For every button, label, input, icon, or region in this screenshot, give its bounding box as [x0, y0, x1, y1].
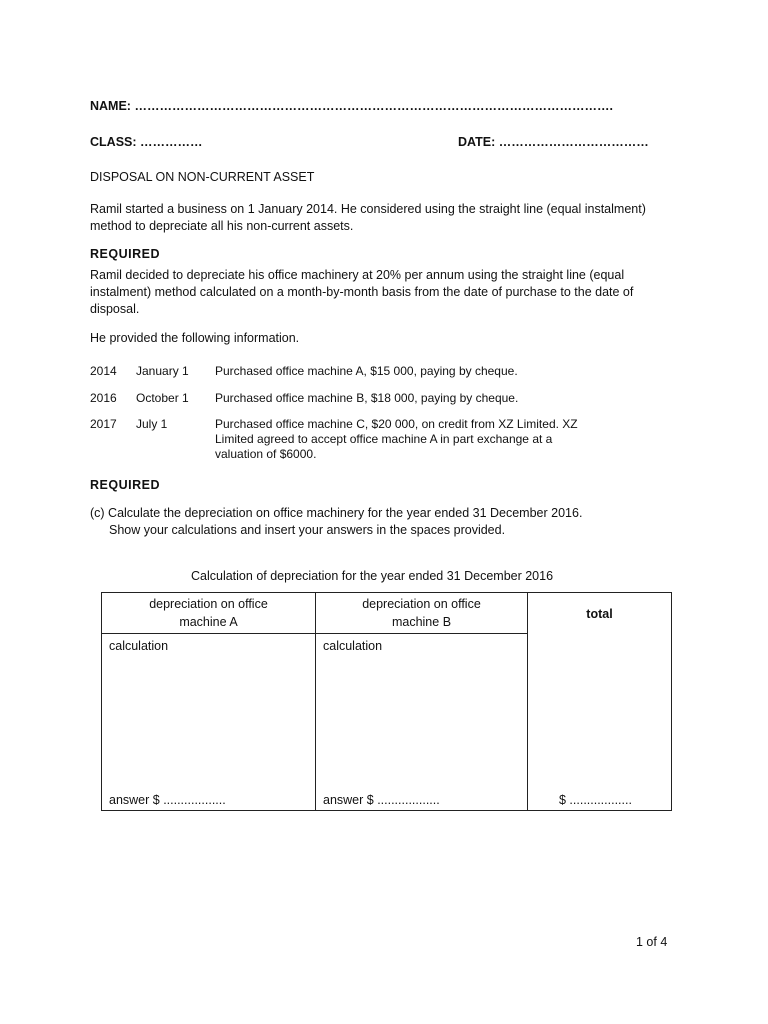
calculation-cell-machine-b[interactable] — [316, 634, 528, 811]
header-machine-a-line1: depreciation on office — [149, 597, 268, 611]
date-label: DATE: — [458, 135, 496, 149]
transaction-year: 2016 — [90, 391, 117, 405]
transaction-year: 2017 — [90, 417, 117, 431]
page-title: DISPOSAL ON NON-CURRENT ASSET — [90, 170, 315, 184]
class-label: CLASS: — [90, 135, 137, 149]
answer-machine-b[interactable]: answer $ .................. — [323, 793, 440, 807]
header-machine-b-line1: depreciation on office — [362, 597, 481, 611]
name-blank: ……………………………………………………………………………………………………. — [134, 99, 613, 113]
question-line-1: (c) Calculate the depreciation on office machinery for the year ended 31 December 2016. — [90, 506, 583, 520]
calculation-cell-machine-a[interactable] — [102, 634, 316, 811]
transaction-date: January 1 — [136, 364, 189, 378]
transaction-date: October 1 — [136, 391, 189, 405]
header-machine-b — [316, 593, 528, 634]
header-machine-b-line2: machine B — [391, 615, 452, 629]
answer-machine-a[interactable]: answer $ .................. — [109, 793, 226, 807]
required-heading-1: REQUIRED — [90, 247, 160, 261]
date-line — [458, 135, 649, 149]
intro-paragraph: Ramil started a business on 1 January 2014. He considered using the straight line (equal instalment) method to depreciate all his non-current assets. — [90, 202, 646, 233]
transaction-text: Purchased office machine A, $15 000, paying by cheque. — [215, 364, 518, 378]
table-caption: Calculation of depreciation for the year ended 31 December 2016 — [191, 569, 554, 583]
date-blank: ……………………………… — [498, 135, 649, 149]
header-machine-a-line2: machine A — [179, 615, 238, 629]
depreciation-table — [101, 592, 672, 811]
page-number: 1 of 4 — [636, 935, 668, 949]
question-line-2: Show your calculations and insert your answers in the spaces provided. — [109, 523, 506, 537]
header-machine-a — [102, 593, 316, 634]
required-heading-2: REQUIRED — [90, 478, 160, 492]
transaction-text: Purchased office machine B, $18 000, paying by cheque. — [215, 391, 519, 405]
class-line — [90, 135, 203, 149]
depreciation-paragraph: Ramil decided to depreciate his office machinery at 20% per annum using the straight line (equal instalment) method calculated on a month-by-month basis from the date of purchase to the date of disposal. — [90, 268, 634, 316]
calculation-label: calculation — [323, 639, 383, 653]
transaction-date: July 1 — [136, 417, 168, 431]
class-blank: …………… — [140, 135, 203, 149]
info-intro: He provided the following information. — [90, 331, 300, 345]
calculation-label: calculation — [109, 639, 169, 653]
header-total: total — [586, 607, 613, 621]
total-column — [528, 593, 672, 811]
name-line — [90, 99, 613, 113]
answer-total[interactable]: $ .................. — [559, 793, 632, 807]
transaction-text: Purchased office machine C, $20 000, on credit from XZ Limited. XZ Limited agreed to accept office machine A in part exchange at a valuation of $6000. — [215, 417, 578, 461]
name-label: NAME: — [90, 99, 131, 113]
transaction-year: 2014 — [90, 364, 117, 378]
